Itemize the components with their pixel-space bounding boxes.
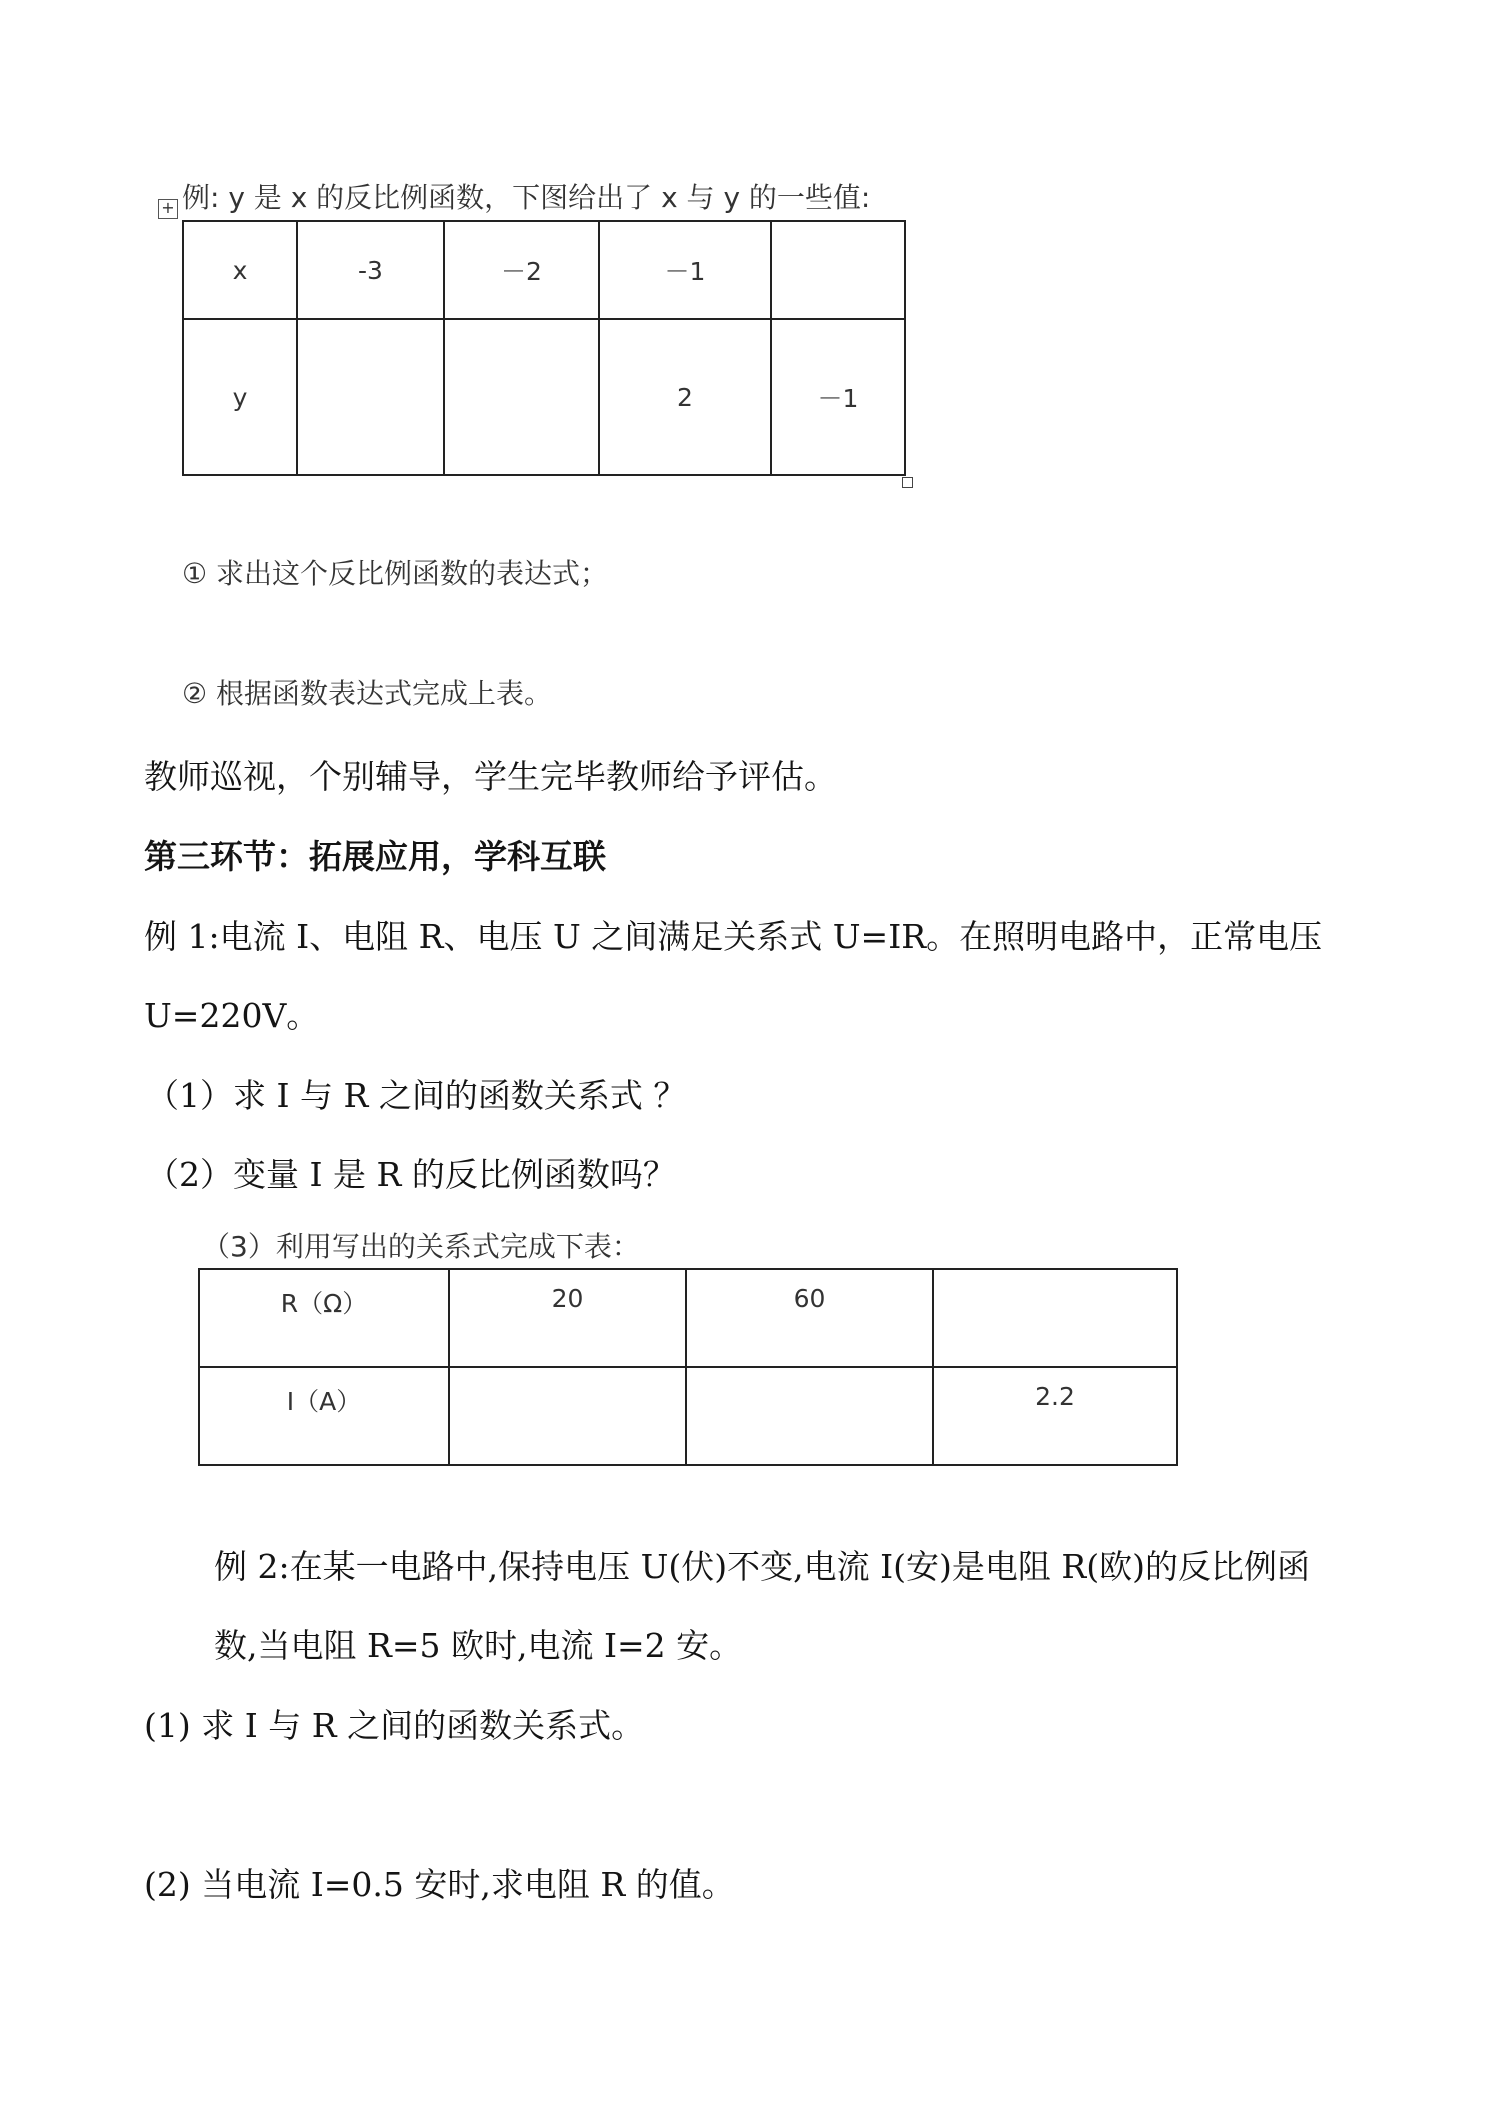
table-cell: -3 xyxy=(297,221,444,319)
teacher-note: 教师巡视，个别辅导，学生完毕教师给予评估。 xyxy=(144,757,837,796)
example1-line1: 例 1:电流 I、电阻 R、电压 U 之间满足关系式 U=IR。在照明电路中，正常电压 xyxy=(144,917,1323,956)
table-cell-r-label: R（Ω） xyxy=(199,1269,449,1367)
table-row-x xyxy=(183,221,905,319)
table-cell-i-label: I（A） xyxy=(199,1367,449,1465)
example2-question-1: (1) 求 I 与 R 之间的函数关系式。 xyxy=(144,1706,645,1745)
table-cell: 2.2 xyxy=(933,1367,1177,1465)
section-title: 第三环节：拓展应用，学科互联 xyxy=(144,837,606,876)
table-cell-x-label: x xyxy=(183,221,297,319)
table-cell: 2 xyxy=(599,319,771,475)
table-cell xyxy=(449,1367,686,1465)
table-resize-handle-icon[interactable] xyxy=(902,477,913,488)
xy-values-table xyxy=(182,220,906,476)
table-cell: 60 xyxy=(686,1269,933,1367)
table-cell xyxy=(686,1367,933,1465)
question-1: ① 求出这个反比例函数的表达式； xyxy=(182,557,609,590)
example2-line2: 数,当电阻 R=5 欧时,电流 I=2 安。 xyxy=(214,1626,743,1665)
table-cell: 20 xyxy=(449,1269,686,1367)
table-cell: －2 xyxy=(444,221,599,319)
table-move-handle-icon[interactable]: + xyxy=(158,199,178,219)
table1-caption: 例: y 是 x 的反比例函数，下图给出了 x 与 y 的一些值: xyxy=(182,181,871,214)
table-row-r xyxy=(199,1269,1177,1367)
table-cell: －1 xyxy=(771,319,905,475)
table-cell-y-label: y xyxy=(183,319,297,475)
table-cell: －1 xyxy=(599,221,771,319)
example2-line1: 例 2:在某一电路中,保持电压 U(伏)不变,电流 I(安)是电阻 R(欧)的反比例函 xyxy=(214,1547,1310,1586)
table-cell xyxy=(933,1269,1177,1367)
question-2: ② 根据函数表达式完成上表。 xyxy=(182,677,553,710)
table-cell xyxy=(444,319,599,475)
table-row-i xyxy=(199,1367,1177,1465)
resistance-current-table xyxy=(198,1268,1178,1466)
example1-question-2: （2）变量 I 是 R 的反比例函数吗？ xyxy=(146,1155,676,1194)
table-cell xyxy=(771,221,905,319)
table-row-y xyxy=(183,319,905,475)
example2-question-2: (2) 当电流 I=0.5 安时,求电阻 R 的值。 xyxy=(144,1865,735,1904)
example1-question-1: （1）求 I 与 R 之间的函数关系式 ？ xyxy=(146,1076,687,1115)
table-cell xyxy=(297,319,444,475)
example1-line2: U=220V。 xyxy=(144,996,320,1035)
example1-question-3: （3）利用写出的关系式完成下表： xyxy=(202,1230,640,1263)
